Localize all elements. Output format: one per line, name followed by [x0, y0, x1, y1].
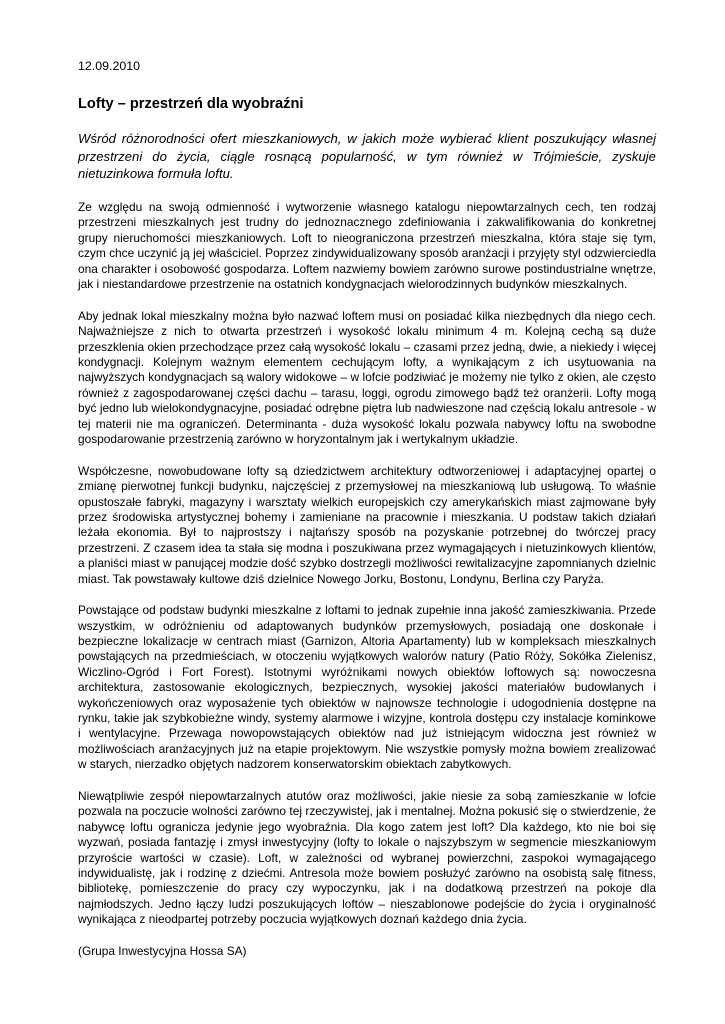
document-title: Lofty – przestrzeń dla wyobraźni — [78, 96, 304, 112]
body-paragraph-1: Ze względu na swoją odmienność i wytworzenie własnego katalogu niepowtarzalnych cech, ten rodzaj przestrzeni mieszkalnych jest trudny do jednoznacznego zdefiniowania i zakwalifikowania do konkretnej grupy nieruchomości mieszkaniowych. Loft to nieograniczona przestrzeń mieszkalna, która staje się tym, czym chce uczynić ją jej właściciel. Poprzez zindywidualizowany sposób aranżacji i przyjęty styl odzwierciedla ona charakter i osobowość gospodarza. Loftem nazwiemy bowiem zarówno surowe postindustrialne wnętrze, jak i niestandardowe przestrzenie na ostatnich kondygnacjach wielorodzinnych budynków mieszkalnych. — [78, 200, 656, 292]
body-paragraph-3: Współczesne, nowobudowane lofty są dziedzictwem architektury odtworzeniowej i adaptacyjnej opartej o zmianę pierwotnej funkcji budynku, najczęściej z przemysłowej na mieszkaniową lub usługową. To właśnie opustoszałe fabryki, magazyny i warsztaty wielkich europejskich czy amerykańskich miast zajmowane były przez środowiska artystycznej bohemy i zamieniane na pracownie i mieszkania. U podstaw takich działań leżała ekonomia. Był to najprostszy i najtańszy sposób na pozyskanie potrzebnej do twórczej pracy przestrzeni. Z czasem idea ta stała się modna i poszukiwana przez wymagających i nietuzinkowych klientów, a planiści miast w panującej modzie dość szybko dostrzegli możliwości rewitalizacyjne zapomnianych dzielnic miast. Tak powstawały kultowe dziś dzielnice Nowego Jorku, Bostonu, Londynu, Berlina czy Paryża. — [78, 463, 656, 586]
body-paragraph-2: Aby jednak lokal mieszkalny można było nazwać loftem musi on posiadać kilka niezbędnych dla niego cech. Najważniejsze z nich to otwarta przestrzeń i wysokość lokalu minimum 4 m. Kolejną cechą są duże przeszklenia okien przechodzące przez całą wysokość lokalu – czasami przez jedną, dwie, a niekiedy i więcej kondygnacji. Kolejnym ważnym elementem cechującym lofty, a wynikającym z ich usytuowania na najwyższych kondygnacjach są walory widokowe – w lofcie podziwiać je możemy nie tylko z okien, ale często również z zagospodarowanej części dachu – tarasu, loggi, ogrodu zimowego bądź też oranżerii. Lofty mogą być jedno lub wielokondygnacyjne, posiadać odrębne piętra lub nadwieszone nad częścią lokalu antresole - w tej materii nie ma ograniczeń. Determinanta - duża wysokość lokalu pozwala nabywcy loftu na swobodne gospodarowanie przestrzenią zarówno w horyzontalnym jak i wertykalnym układzie. — [78, 308, 656, 446]
body-paragraph-5: Niewątpliwie zespół niepowtarzalnych atutów oraz możliwości, jakie niesie za sobą zamieszkanie w lofcie pozwala na poczucie wolności zarówno tej rzeczywistej, jak i mentalnej. Można pokusić się o stwierdzenie, że nabywcę loftu ogranicza jedynie jego wyobraźnia. Dla kogo zatem jest loft? Dla każdego, kto nie boi się wyzwań, posiada fantazję i zmysł inwestycyjny (lofty to lokale o najszybszym w segmencie mieszkaniowym przyroście wartości w czasie). Loft, w zależności od wybranej powierzchni, zaspokoi wymagającego indywidualistę, jak i rodzinę z dziećmi. Antresola może bowiem posłużyć zarówno na osobistą salę fitness, bibliotekę, pomieszczenie do pracy czy wypoczynku, jak i na dodatkową przestrzeń na pokoje dla najmłodszych. Jedno łączy ludzi poszukujących loftów – nieszablonowe podejście do życia i oryginalność wynikająca z nieodpartej potrzeby poczucia wyjątkowych doznań każdego dnia życia. — [78, 789, 656, 927]
lead-paragraph: Wśród różnorodności ofert mieszkaniowych, w jakich może wybierać klient poszukujący własnej przestrzeni do życia, ciągle rosnącą popularność, w tym również w Trójmieście, zyskuje nietuzinkowa formuła loftu. — [78, 131, 656, 181]
document-date: 12.09.2010 — [78, 59, 141, 73]
document-page — [78, 58, 656, 959]
body-paragraph-4: Powstające od podstaw budynki mieszkalne z loftami to jednak zupełnie inna jakość zamieszkiwania. Przede wszystkim, w odróżnieniu od adaptowanych budynków przemysłowych, posiadają one doskonałe i bezpieczne lokalizacje w centrach miast (Garnizon, Altoria Apartamenty) lub w kompleksach mieszkalnych powstających na przedmieściach, w otoczeniu wyjątkowych walorów natury (Patio Róży, Sokółka Zielenisz, Wiczlino-Ogród i Fort Forest). Istotnymi wyróżnikami nowych obiektów loftowych są: nowoczesna architektura, zastosowanie ekologicznych, bezpiecznych, wysokiej jakości materiałów budowlanych i wykończeniowych oraz wyposażenie tych obiektów w najnowsze technologie i udogodnienia dostępne na rynku, takie jak szybkobieżne windy, systemy alarmowe i wizyjne, kontrola dostępu czy instalacje kominkowe i wentylacyjne. Przewaga nowopowstających obiektów nad już istniejącym widoczna jest również w możliwościach aranżacyjnych już na etapie projektowym. Nie wszystkie pomysły można bowiem zrealizować w starych, nierzadko objętych nadzorem konserwatorskim obiektach zabytkowych. — [78, 603, 656, 772]
signature: (Grupa Inwestycyjna Hossa SA) — [78, 943, 247, 958]
